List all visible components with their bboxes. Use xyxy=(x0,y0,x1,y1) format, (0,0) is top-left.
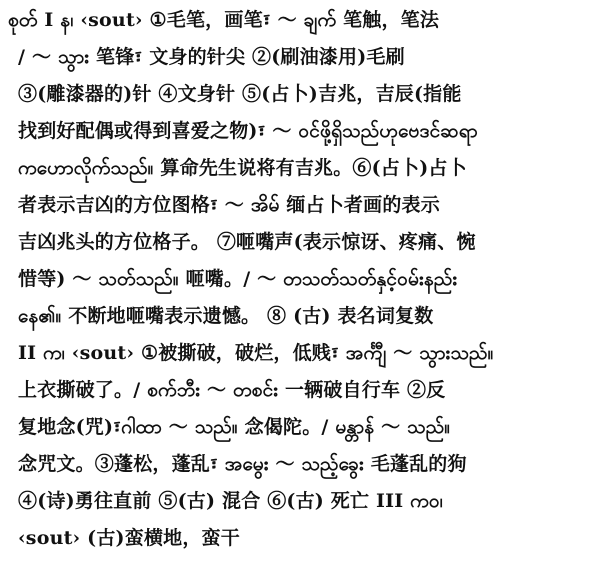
entry-line: ကဟောလိုက်သည်။ 算命先生说将有吉兆。⑥(占卜)占卜 xyxy=(18,157,467,179)
entry-line: 吉凶兆头的方位格子。 ⑦咂嘴声(表示惊讶、疼痛、惋 xyxy=(18,231,476,253)
entry-line: 复地念(咒)፣ဂါထာ ～ သည်။ 念偈陀。/ မန္တာန် ～ သည်။ xyxy=(18,416,451,438)
entry-line: ③(雕漆器的)针 ④文身针 ⑤(占卜)吉兆，吉辰(指能 xyxy=(18,83,462,105)
entry-line: 上衣撕破了。/ စက်ဘီး ～ တစင်း 一辆破自行车 ②反 xyxy=(18,379,446,401)
entry-line: 念咒文。③蓬松，蓬乱፣ အမွေး ～ သည့်ခွေး 毛蓬乱的狗 xyxy=(18,453,467,475)
entry-line: / ～ သွား 笔锋፣ 文身的针尖 ②(刷油漆用)毛刷 xyxy=(18,46,405,68)
entry-line: စုတ် I န၊ ‹sout› ①毛笔，画笔፣ ～ ချက် 笔触，笔法 xyxy=(8,9,440,31)
dictionary-entry xyxy=(8,4,608,569)
entry-line: II က၊ ‹sout› ①被撕破，破烂，低贱፣ အင်္ကျီ ～ သွားသည်။ xyxy=(18,342,494,364)
entry-line: နေ၏။ 不断地咂嘴表示遗憾。 ⑧ (古) 表名词复数 xyxy=(18,305,434,327)
entry-line: ④(诗)勇往直前 ⑤(古) 混合 ⑥(古) 死亡 III ကဝ၊ xyxy=(18,490,443,512)
entry-line: ‹sout› (古)蛮横地，蛮干 xyxy=(18,527,240,549)
entry-line: 找到好配偶或得到喜爱之物)፣ ～ ဝင်ဖို့ရှိသည်ဟုဗေဒင်ဆရာ xyxy=(18,120,478,142)
entry-line: 惜等) ～ သတ်သည်။ 咂嘴。/ ～ တသတ်သတ်နှင့်ဝမ်းနည်း xyxy=(18,268,458,290)
entry-line: 者表示吉凶的方位图格፣ ～ အိမ် 缅占卜者画的表示 xyxy=(18,194,440,216)
